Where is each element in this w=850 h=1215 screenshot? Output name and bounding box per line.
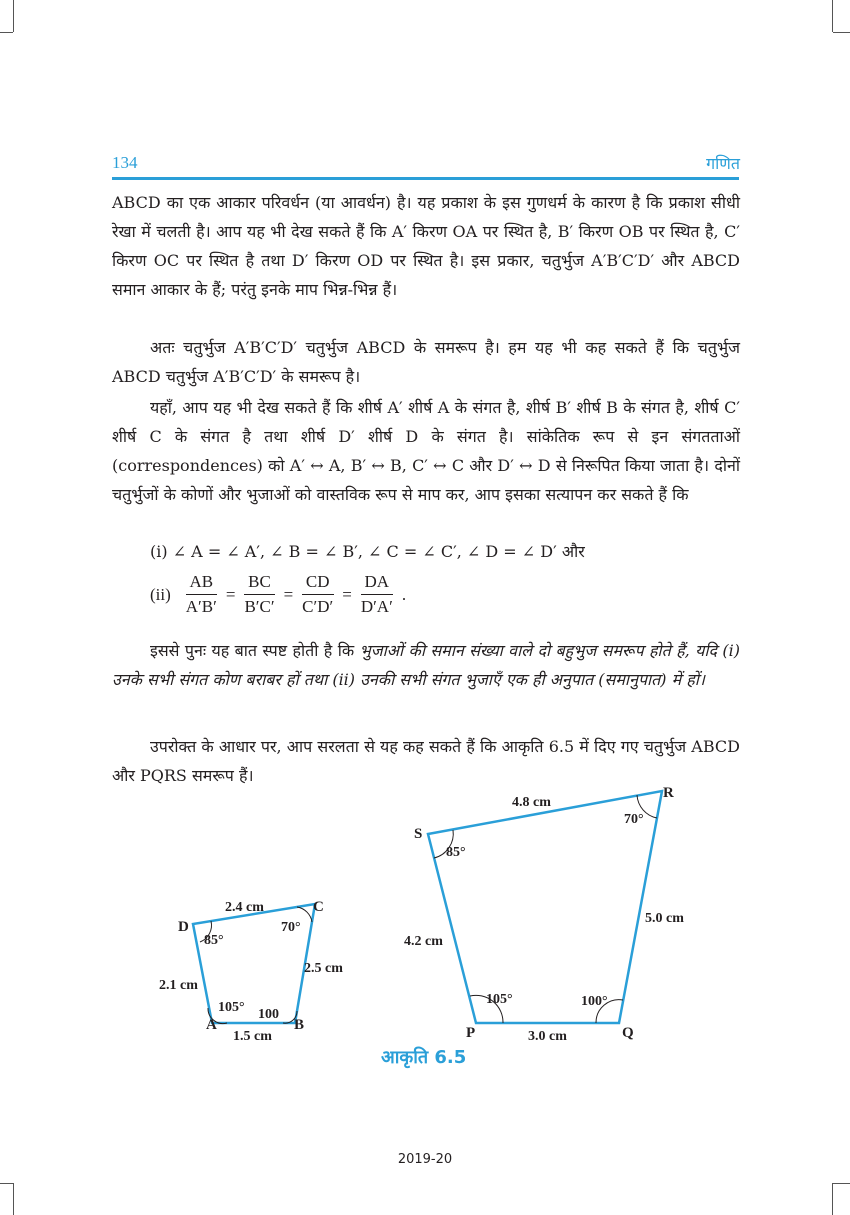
angle-a: 105° (218, 1000, 245, 1015)
side-ab: 1.5 cm (233, 1029, 272, 1044)
fraction-numerator: AB (186, 572, 218, 595)
vertex-d: D (178, 919, 189, 935)
vertex-c: C (313, 899, 324, 915)
figure-caption: आकृति 6.5 (381, 1047, 467, 1068)
angle-r: 70° (624, 812, 644, 827)
side-dc: 2.4 cm (225, 900, 264, 915)
running-title: गणित (706, 154, 740, 173)
equation-label: (ii) (150, 584, 171, 604)
fraction-denominator: B′C′ (244, 597, 275, 616)
equals-sign: = (283, 584, 294, 604)
fraction-numerator: CD (302, 572, 334, 595)
side-sp: 4.2 cm (404, 934, 443, 949)
side-da: 2.1 cm (159, 978, 198, 993)
vertex-q: Q (622, 1025, 634, 1041)
paragraph-5: उपरोक्त के आधार पर, आप सरलता से यह कह सकते हैं कि आकृति 6.5 में दिए गए चतुर्भुज ABCD और PQRS समरूप हैं। (112, 737, 740, 785)
equation-angles: (i) ∠ A = ∠ A′, ∠ B = ∠ B′, ∠ C = ∠ C′, ∠ D = ∠ D′ और (150, 542, 585, 561)
angle-c: 70° (281, 920, 301, 935)
side-sr: 4.8 cm (512, 795, 551, 810)
fraction-numerator: DA (361, 572, 394, 595)
footer-year: 2019-20 (397, 1152, 453, 1167)
fraction-numerator: BC (244, 572, 275, 595)
vertex-a: A (206, 1017, 217, 1033)
side-rq: 5.0 cm (645, 911, 684, 926)
paragraph-1: ABCD का एक आकार परिवर्धन (या आवर्धन) है। यह प्रकाश के इस गुणधर्म के कारण है कि प्रकाश सीधी रेखा में चलती है। आप यह भी देख सकते हैं कि A′ किरण OA पर स्थित है, B′ किरण OB पर स्थित है, C′ किरण OC पर स्थित है तथा D′ किरण OD पर स्थित है। इस प्रकार, चतुर्भुज A′B′C′D′ और ABCD समान आकार के हैं; परंतु इनके माप भिन्न-भिन्न हैं। (112, 193, 740, 299)
equals-sign: = (342, 584, 352, 604)
paragraph-3: यहाँ, आप यह भी देख सकते हैं कि शीर्ष A′ शीर्ष A के संगत है, शीर्ष B′ शीर्ष B के संगत है, शीर्ष C′ शीर्ष C के संगत है तथा शीर्ष D′ शीर्ष D के संगत है। सांकेतिक रूप से इन संगतताओं (correspondences) को A′ ↔ A, B′ ↔ B, C′ ↔ C और D′ ↔ D से निरूपित किया जाता है। दोनों चतुर्भुजों के कोणों और भुजाओं को वास्तविक रूप से माप कर, आप इसका सत्यापन कर सकते हैं कि (112, 398, 740, 504)
page-number: 134 (112, 153, 138, 172)
equation-end: . (401, 584, 407, 604)
quadrilateral-pqrs (404, 785, 684, 1044)
paragraph-2: अतः चतुर्भुज A′B′C′D′ चतुर्भुज ABCD के समरूप है। हम यह भी कह सकते हैं कि चतुर्भुज ABCD चतुर्भुज A′B′C′D′ के समरूप है। (112, 338, 740, 386)
fraction-denominator: C′D′ (302, 597, 334, 616)
angle-q: 100° (581, 994, 608, 1009)
angle-s: 85° (446, 845, 466, 860)
vertex-s: S (414, 826, 423, 842)
fraction-denominator: D′A′ (360, 597, 393, 616)
vertex-r: R (663, 785, 674, 801)
fraction-denominator: A′B′ (185, 597, 217, 616)
quadrilateral-abcd (159, 899, 343, 1044)
side-pq: 3.0 cm (528, 1029, 567, 1044)
paragraph-4-lead: इससे पुनः यह बात स्पष्ट होती है कि (150, 641, 360, 660)
vertex-b: B (294, 1017, 305, 1033)
paragraph-4-statement: भुजाओं की समान संख्या वाले दो बहुभुज समरूप होते हैं, यदि (i) उनके सभी संगत कोण बराबर हों तथा (ii) उनकी सभी संगत भुजाएँ एक ही अनुपात (समानुपात) में हों। (112, 641, 740, 689)
angle-d: 85° (204, 933, 224, 948)
vertex-p: P (466, 1025, 476, 1041)
side-cb: 2.5 cm (304, 961, 343, 976)
angle-b: 100 (258, 1007, 279, 1022)
angle-p: 105° (486, 992, 513, 1007)
equals-sign: = (225, 584, 236, 604)
